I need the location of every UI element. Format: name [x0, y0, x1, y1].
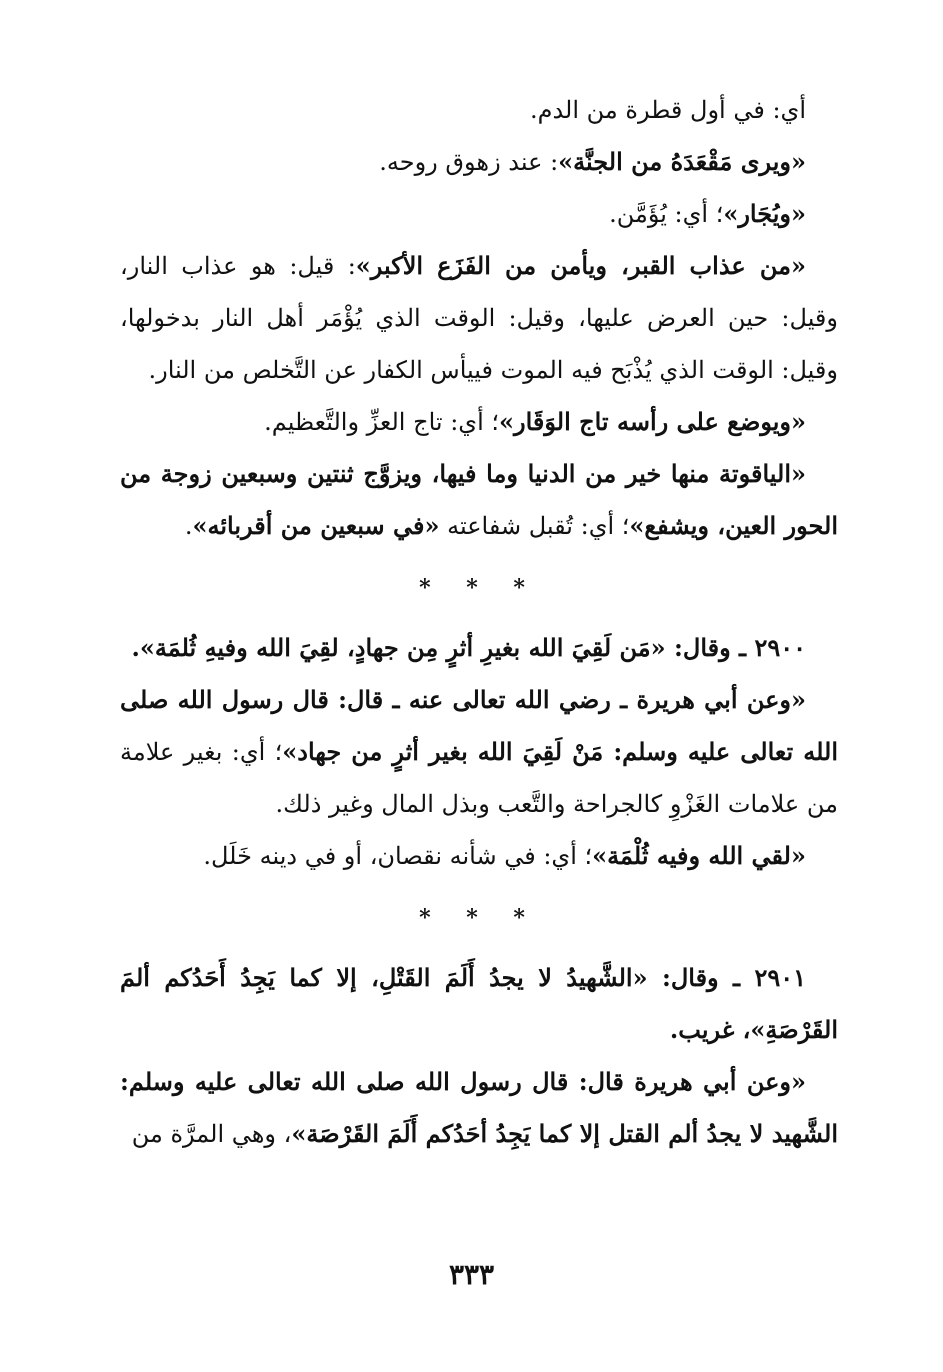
- commentary-text: : قيل: هو عذاب النار، وقيل: حين العرض عليها، وقيل: الوقت الذي يُؤْمَر أهل النار بدخولها، وقيل: الوقت الذي يُذْبَح فيه الموت فييأس الكفار عن التَّخلص من النار.: [120, 252, 838, 384]
- commentary-text: أي: في أول قطرة من الدم.: [529, 96, 806, 124]
- page-number: ٣٣٣: [448, 1258, 495, 1291]
- hadith-heading: [120, 952, 838, 1056]
- quoted-hadith-text: «ويُجَار»: [723, 199, 806, 228]
- quoted-hadith-text: «لقي الله وفيه ثُلْمَة»: [592, 841, 806, 870]
- hadith-number: ٢٩٠١: [754, 963, 807, 992]
- commentary-paragraph: [120, 240, 838, 396]
- section-separator: * * *: [419, 575, 539, 601]
- hadith-number: ٢٩٠٠: [754, 633, 806, 662]
- commentary-text: ؛ أي: تاج العزِّ والتَّعظيم.: [264, 408, 500, 436]
- commentary-paragraph: [120, 396, 838, 448]
- quoted-hadith-text: «في سبعين من أقربائه»: [192, 511, 440, 540]
- commentary-text: ؛ أي: تُقبل شفاعته: [439, 512, 630, 540]
- commentary-text: : عند زهوق روحه.: [379, 148, 559, 176]
- quoted-hadith-text: «وعن أبي هريرة ـ رضي الله تعالى عنه ـ قال: قال رسول الله صلى الله تعالى عليه وسلم: مَنْ لَقِيَ الله بغير أثرٍ من جهاد»: [120, 685, 838, 766]
- commentary-paragraph: [120, 84, 838, 136]
- quoted-hadith-text: «الياقوتة منها خير من الدنيا وما فيها، ويزوَّج ثنتين وسبعين زوجة من الحور العين، ويشفع»: [120, 459, 838, 540]
- section-separator: * * *: [419, 905, 539, 931]
- quoted-hadith-text: «ويرى مَقْعَدَهُ من الجنَّة»: [558, 147, 806, 176]
- commentary-paragraph: [120, 188, 838, 240]
- commentary-text: ؛ أي: بغير علامة من علامات الغَزْوِ كالجراحة والتَّعب وبذل المال وغير ذلك.: [120, 738, 838, 818]
- commentary-paragraph: [120, 830, 838, 882]
- hadith-text: ـ وقال: «مَن لَقِيَ الله بغيرِ أثرٍ مِن جهادٍ، لقِيَ الله وفيهِ ثُلمَة».: [131, 633, 747, 662]
- commentary-text: ؛ أي: يُؤَمَّن.: [609, 200, 724, 228]
- commentary-paragraph: [120, 136, 838, 188]
- hadith-heading: [120, 622, 838, 674]
- commentary-text: ، وهي المرَّة من: [131, 1120, 292, 1148]
- commentary-paragraph: [120, 448, 838, 552]
- quoted-hadith-text: «من عذاب القبر، ويأمن من الفَزَع الأكبر»: [355, 251, 806, 280]
- page-body: [120, 84, 838, 1160]
- hadith-text: ـ وقال: «الشَّهيدُ لا يجدُ أَلَمَ القَتْلِ، إلا كما يَجِدُ أَحَدُكم ألمَ القَرْصَةِ»، غريب.: [120, 963, 838, 1044]
- quoted-hadith-text: «وعن أبي هريرة قال: قال رسول الله صلى الله تعالى عليه وسلم: الشَّهيد لا يجدُ ألم القتل إلا كما يَجِدُ أحَدُكم أَلَمَ القَرْصَة»: [120, 1067, 838, 1148]
- commentary-text: .: [184, 512, 193, 540]
- commentary-text: ؛ أي: في شأنه نقصان، أو في دينه خَلَل.: [203, 842, 593, 870]
- commentary-paragraph: [120, 674, 838, 830]
- quoted-hadith-text: «ويوضع على رأسه تاج الوَقَار»: [499, 407, 806, 436]
- commentary-paragraph: [120, 1056, 838, 1160]
